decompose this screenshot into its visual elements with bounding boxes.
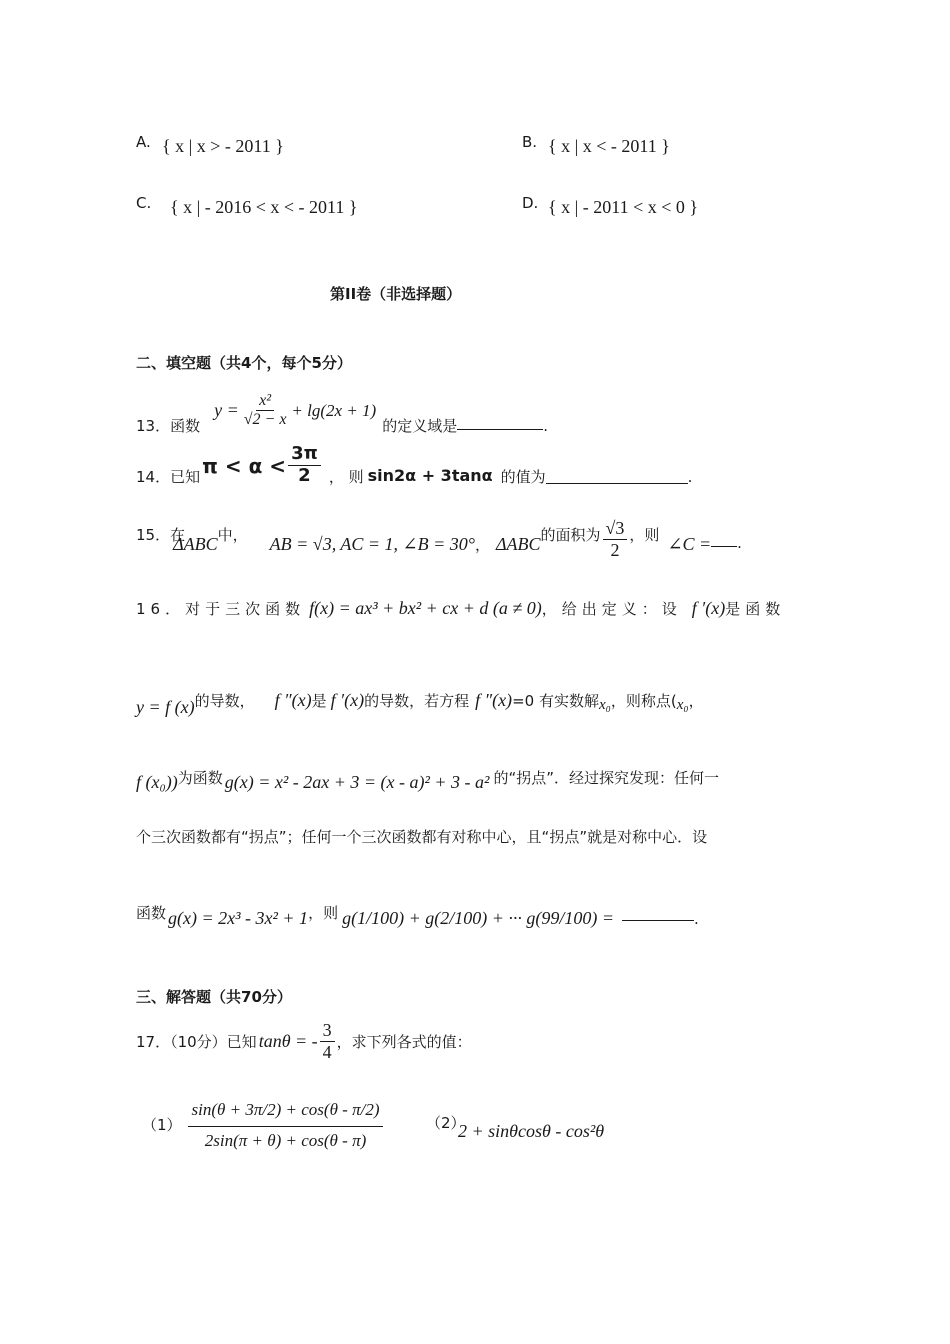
q17-part2-expression: 2 + sinθcosθ - cos²θ [458, 1121, 605, 1141]
q14-after: 的值为 [500, 468, 546, 486]
q14-expression: sin2α + 3tanα [367, 466, 493, 485]
part2-title: 第II卷（非选择题） [330, 285, 462, 303]
q13-number: 13．函数 [136, 417, 201, 435]
q17-number: 17．（10分）已知 [136, 1032, 257, 1051]
q16-fprime-2: f ′(x) [330, 690, 365, 710]
q14-number: 14．已知 [136, 468, 201, 486]
q16-intro: 16．对于三次函数 [136, 600, 306, 618]
q14-frac-num: 3π [288, 444, 321, 466]
q16-equation-text: 的导数，若方程 [364, 692, 470, 710]
q16-cubic-function: f(x) = ax³ + bx² + cx + d (a ≠ 0) [309, 598, 542, 618]
section3-heading: 三、解答题（共70分） [136, 988, 292, 1006]
q17-frac-num: 3 [320, 1020, 335, 1042]
q17-frac-den: 4 [322, 1041, 332, 1062]
q13-fraction [241, 392, 290, 430]
option-d-set: { x | - 2011 < x < 0 } [548, 197, 699, 217]
q14-frac-den: 2 [298, 465, 311, 486]
q16-line-2 [136, 683, 704, 718]
q16-x0: x₀ [598, 697, 611, 713]
section2-heading: 二、填空题（共4个，每个5分） [136, 354, 352, 372]
q15-area-text: 的面积为 [540, 526, 601, 544]
q14-fraction [288, 444, 321, 486]
option-a-set: { x | x > - 2011 } [162, 136, 284, 156]
q16-answer-blank [622, 920, 694, 921]
q15-comma: ， [474, 536, 490, 554]
q15-triangle-2: ΔABC [495, 534, 541, 554]
q15-triangle: ΔABC [173, 534, 218, 554]
q16-sum-expression: g(1/100) + g(2/100) + ··· g(99/100) = [342, 908, 614, 928]
q16-line-4: 个三次函数都有“拐点”；任何一个三次函数都有对称中心，且“拐点”就是对称中心．设 [136, 828, 708, 846]
q16-as-function: 为函数 [177, 769, 223, 787]
option-a-label: A. [136, 133, 151, 151]
q16-derivative-text: 的导数， [194, 692, 255, 710]
q16-g-function: g(x) = x² - 2ax + 3 = (x - a)² + 3 - a² [224, 772, 490, 792]
q16-then: ，则 [308, 904, 339, 922]
q15-answer-blank [711, 546, 737, 547]
option-c-set: { x | - 2016 < x < - 2011 } [170, 197, 358, 217]
option-b-label: B. [522, 133, 538, 151]
q13-frac-den: √2 − x [243, 411, 287, 428]
q16-definition-text: ，给出定义：设 [541, 600, 682, 618]
q14-sep: ， 则 [328, 468, 364, 486]
q15-given: AB = √3, AC = 1, ∠B = 30° [269, 534, 475, 554]
q13-end: . [543, 416, 549, 435]
q14-answer-blank [546, 483, 688, 484]
q17-part1-label: （1） [142, 1115, 182, 1134]
q15-frac-num: √3 [603, 518, 628, 540]
q15-number: 15．在 [136, 526, 186, 544]
q17-after: ，求下列各式的值： [336, 1032, 472, 1051]
option-c-label: C. [136, 194, 152, 212]
q15-zhong: 中， [217, 526, 248, 544]
q16-line-1 [136, 598, 785, 619]
q16-g-cubic: g(x) = 2x³ - 3x² + 1 [168, 908, 309, 928]
q16-fdoubleprime: f ″(x) [274, 690, 312, 710]
question-13 [136, 385, 548, 436]
q16-f-x0: f (x₀)) [136, 772, 178, 792]
q15-ze: ，则 [629, 526, 660, 544]
q17-part1-num: sin(θ + 3π/2) + cos(θ - π/2) [188, 1094, 384, 1127]
q17-part2-label: （2） [426, 1114, 466, 1132]
q13-after: 的定义域是 [382, 417, 458, 435]
question-17 [136, 1020, 472, 1062]
q16-shi: 是 [311, 692, 327, 710]
q15-frac-den: 2 [610, 539, 620, 560]
q16-y-eq-fx: y = f (x) [136, 697, 195, 717]
q14-end: . [687, 467, 693, 486]
q15-fraction [603, 518, 628, 560]
q16-end: . [694, 909, 699, 928]
q16-fprime: f ′(x) [691, 598, 726, 618]
q16-comma: ， [688, 692, 704, 710]
q16-line-5 [136, 904, 699, 929]
q17-tan: tanθ = - [258, 1030, 318, 1051]
q16-real-solution: =0 有实数解 [512, 692, 599, 710]
q16-inflection-text: 的“拐点”．经过探究发现：任何一 [493, 769, 719, 787]
q16-call-point: ，则称点( [610, 692, 677, 710]
q13-lhs: y = [214, 400, 239, 420]
q16-is-function: 是函数 [725, 600, 786, 618]
question-14 [136, 444, 692, 487]
option-d-label: D. [522, 194, 539, 212]
option-b-set: { x | x < - 2011 } [548, 136, 670, 156]
q16-x0-2: x₀ [676, 697, 689, 713]
q16-function-word: 函数 [136, 904, 167, 922]
q17-fraction [320, 1020, 335, 1062]
q13-frac-num: x² [256, 392, 274, 411]
q17-part1-den: 2sin(π + θ) + cos(θ - π) [204, 1130, 367, 1150]
q15-end: . [737, 534, 742, 552]
q16-line-3 [136, 762, 719, 793]
q17-part-1 [142, 1094, 385, 1154]
q16-equation: f ″(x) [475, 690, 513, 710]
q17-part1-fraction [188, 1094, 384, 1154]
q13-answer-blank [457, 429, 543, 430]
q13-tail: + lg(2x + 1) [291, 400, 377, 420]
q15-ask: ∠C = [667, 534, 712, 554]
q14-condition: π < α < [202, 453, 287, 478]
question-15 [136, 518, 742, 560]
